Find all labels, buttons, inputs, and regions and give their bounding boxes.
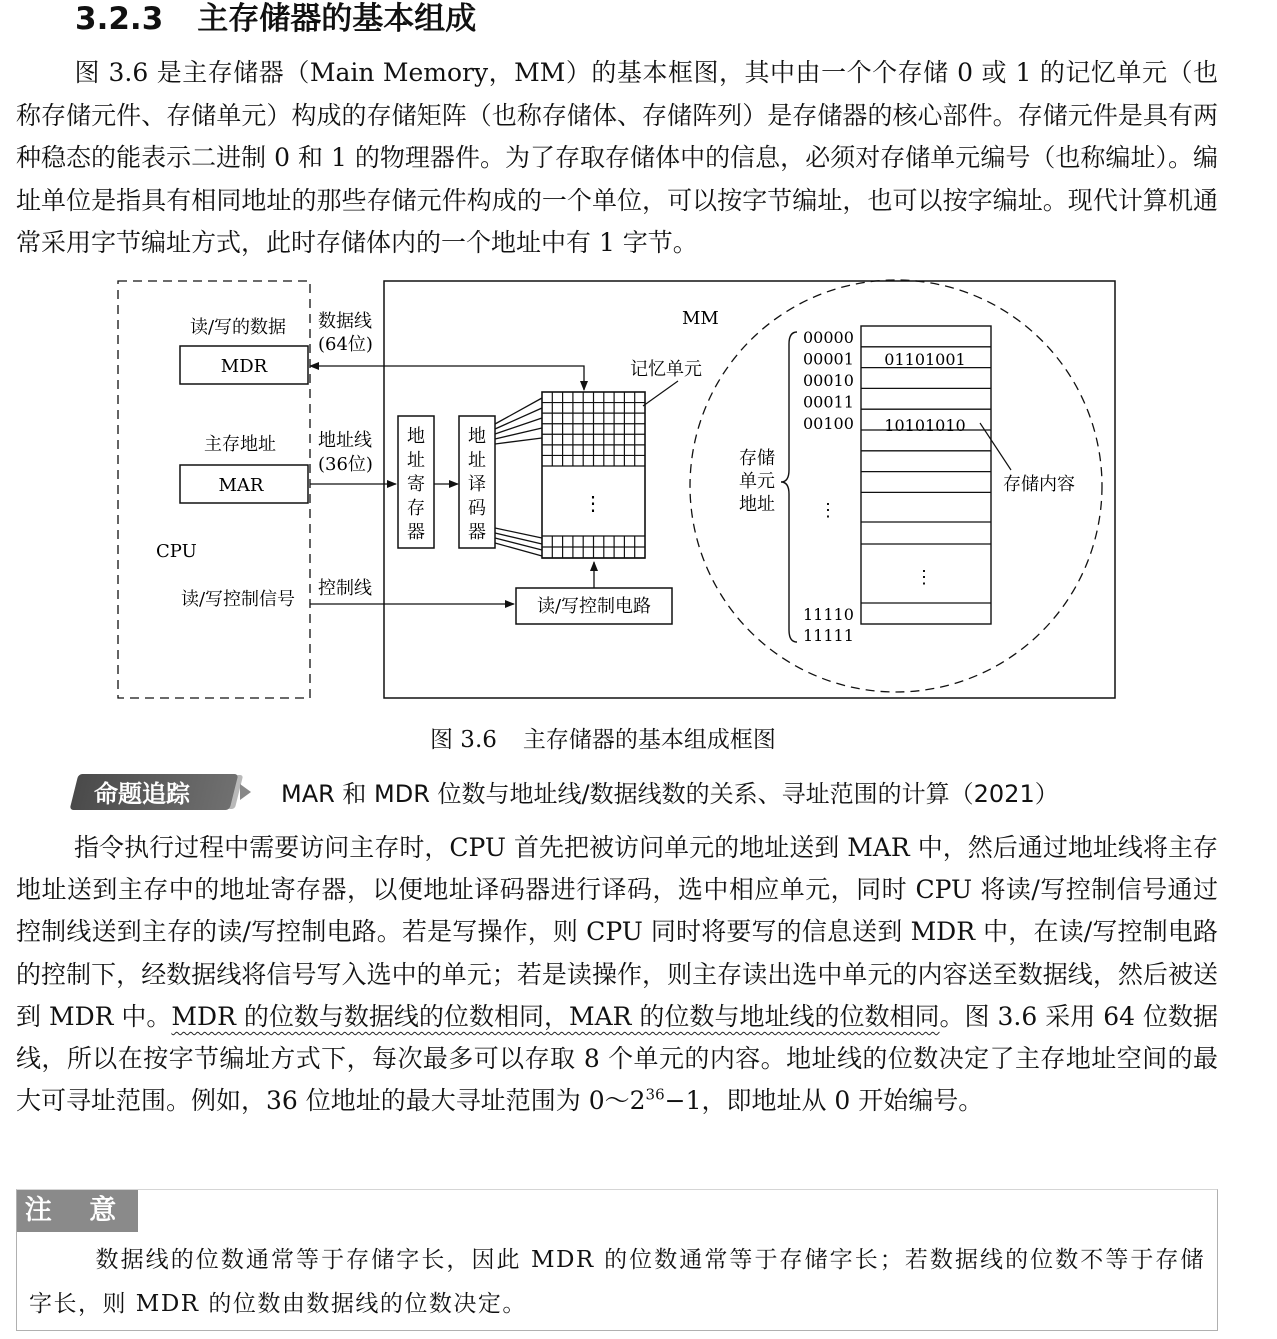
- note-text: [29, 1238, 1205, 1326]
- address-register-char: 存: [407, 498, 425, 519]
- figure-title: 主存储器的基本组成框图: [522, 727, 776, 753]
- address-value: 00010: [803, 371, 854, 390]
- select-line: [495, 528, 542, 538]
- memory-cell-label: 记忆单元: [630, 359, 702, 380]
- address-register-char: 址: [407, 450, 425, 471]
- section-heading: [75, 0, 476, 38]
- word-select-lines: [495, 398, 542, 556]
- operation-text-1: 指令执行过程中需要访问主存时，CPU 首先把被访问单元的地址送到 MAR 中，然后通过地址线将主存地址送到主存中的地址寄存器，以便地址译码器进行译码，选中相应单元，同时 CPU 将读/写控制信号通过控制线送到主存的读/写控制电路。若是写操作，则 CPU 同时将要写的信息送到 MDR 中，在读/写控制电路的控制下，经数据线将信号写入选中的单元；若是读操作，则主存读出选中单元的内容送至数据线，然后被送到 MDR 中。: [16, 833, 1218, 1031]
- address-decoder-char: 译: [468, 474, 486, 495]
- address-decoder-char: 地: [468, 426, 486, 447]
- triangle-right-icon: [240, 784, 251, 800]
- address-brace: [781, 332, 797, 642]
- address-register-char: 地: [407, 426, 425, 447]
- mm-label: MM: [682, 308, 719, 329]
- select-line: [495, 533, 542, 544]
- intro-paragraph: [16, 52, 1218, 265]
- operation-text-2: 。图 3.6 采用 64 位数据线，所以在按字节编址方式下，每次最多可以存取 8 个单元的内容。地址线的位数决定了主存地址空间的最大可寻址范围。例如，36 位地址的最大寻址范围为 0～2: [16, 1001, 1219, 1116]
- address-decoder-char: 址: [468, 450, 486, 471]
- cpu-label: CPU: [156, 541, 197, 562]
- section-number: 3.2.3: [75, 1, 164, 37]
- rw-signal-label: 读/写控制信号: [180, 589, 296, 610]
- content-row-1: 01101001: [884, 350, 966, 369]
- memory-array-ellipsis: ⋮: [583, 491, 603, 515]
- address-register-char: 器: [407, 522, 425, 543]
- storage-content-label: 存储内容: [1003, 474, 1075, 495]
- exponent: 36: [645, 1085, 665, 1104]
- address-value: 00011: [803, 392, 854, 412]
- address-ellipsis: ⋮: [819, 500, 837, 521]
- select-line: [495, 428, 542, 439]
- select-line: [495, 538, 542, 550]
- note-body: 数据线的位数通常等于存储字长，因此 MDR 的位数通常等于存储字长；若数据线的位数不等于存储字长，则 MDR 的位数由数据线的位数决定。: [29, 1247, 1205, 1317]
- section-title: 主存储器的基本组成: [197, 1, 477, 37]
- storage-unit-address-label: [739, 448, 775, 515]
- rw-control-circuit-label: 读/写控制电路: [536, 596, 652, 617]
- figure-number: 图 3.6: [430, 727, 497, 753]
- select-line: [495, 543, 542, 556]
- memory-cell-pointer: [643, 381, 678, 406]
- exam-tracking-topic: MAR 和 MDR 位数与地址线/数据线数的关系、寻址范围的计算（2021）: [281, 780, 1059, 808]
- note-tag: 注 意: [17, 1190, 138, 1232]
- address-list-bottom: [803, 605, 854, 645]
- emphasis-text: MDR 的位数与数据线的位数相同，MAR 的位数与地址线的位数相同: [171, 1001, 940, 1031]
- exam-tracking-bar: [74, 770, 1224, 816]
- operation-paragraph: [16, 827, 1218, 1122]
- figure-caption: [430, 723, 776, 757]
- mar-label: MAR: [218, 475, 264, 496]
- address-register-label: [407, 426, 425, 543]
- data-line-label: 数据线: [318, 311, 372, 332]
- data-line-width: (64位): [318, 334, 373, 355]
- mdr-label: MDR: [220, 356, 268, 377]
- main-memory-block-diagram: [0, 270, 1277, 720]
- address-value: 00001: [803, 349, 854, 369]
- note-box: [16, 1189, 1218, 1331]
- main-address-label: 主存地址: [204, 434, 276, 455]
- address-value: 00000: [803, 328, 854, 347]
- control-line-label: 控制线: [318, 578, 372, 599]
- exam-tracking-badge-label: 命题追踪: [94, 780, 190, 808]
- address-decoder-char: 器: [468, 522, 486, 543]
- address-list-top: [803, 328, 854, 433]
- storage-unit-address-line: 单元: [739, 471, 775, 492]
- rw-data-label: 读/写的数据: [189, 317, 287, 338]
- address-line-width: (36位): [318, 454, 373, 475]
- address-decoder-label: [468, 426, 486, 543]
- operation-text-3: −1，即地址从 0 开始编号。: [664, 1086, 984, 1116]
- address-value: 11110: [803, 605, 854, 624]
- data-line: [310, 366, 584, 390]
- address-decoder-char: 码: [468, 498, 486, 519]
- address-value: 11111: [803, 626, 854, 645]
- cell-table-ellipsis: ⋮: [915, 567, 933, 588]
- address-line-label: 地址线: [318, 430, 372, 451]
- select-line: [495, 438, 542, 444]
- address-value: 00100: [803, 414, 854, 433]
- memory-array: [542, 392, 645, 558]
- content-row-4: 10101010: [884, 416, 966, 435]
- intro-paragraph-text: 图 3.6 是主存储器（Main Memory，MM）的基本框图，其中由一个个存储 0 或 1 的记忆单元（也称存储元件、存储单元）构成的存储矩阵（也称存储体、存储阵列）是存储器的核心部件。存储元件是具有两种稳态的能表示二进制 0 和 1 的物理器件。为了存取存储体中的信息，必须对存储单元编号（也称编址）。编址单位是指具有相同地址的那些存储元件构成的一个单位，可以按字节编址，也可以按字编址。现代计算机通常采用字节编址方式，此时存储体内的一个地址中有 1 字节。: [16, 58, 1218, 257]
- storage-unit-address-line: 存储: [739, 448, 775, 469]
- storage-unit-address-line: 地址: [739, 494, 775, 515]
- address-register-char: 寄: [407, 474, 425, 495]
